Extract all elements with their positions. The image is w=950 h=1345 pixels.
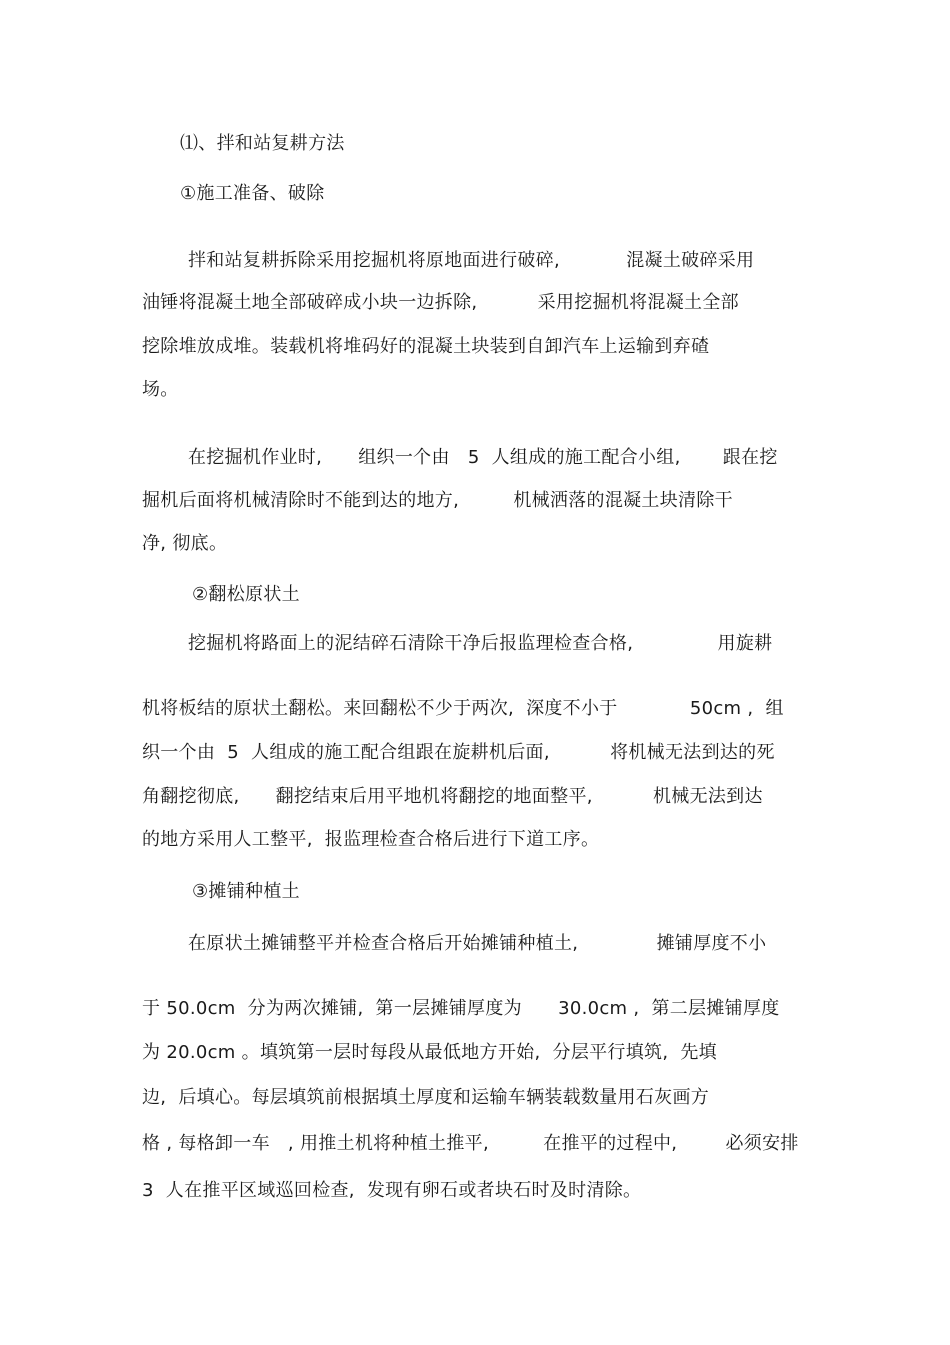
section3-heading: ③摊铺种植土 <box>192 881 300 902</box>
section2-para-line1: 挖掘机将路面上的泥结碎石清除干净后报监理检查合格, 用旋耕 <box>188 633 773 654</box>
section2-para-line4: 角翻挖彻底, 翻挖结束后用平地机将翻挖的地面整平, 机械无法到达 <box>142 786 763 807</box>
section1-para1-line4: 场。 <box>142 379 179 400</box>
section3-para-line5: 格 , 每格卸一车 , 用推土机将种植土推平, 在推平的过程中, 必须安排 <box>142 1133 799 1154</box>
section2-para-line2: 机将板结的原状土翻松。来回翻松不少于两次, 深度不小于 50cm , 组 <box>142 698 784 719</box>
section1-heading: ①施工准备、破除 <box>180 183 325 204</box>
section2-heading: ②翻松原状土 <box>192 584 300 605</box>
section1-para2-line2: 掘机后面将机械清除时不能到达的地方, 机械洒落的混凝土块清除干 <box>142 490 733 511</box>
section1-para2-line3: 净, 彻底。 <box>142 533 228 554</box>
section1-para1-line2: 油锤将混凝土地全部破碎成小块一边拆除, 采用挖掘机将混凝土全部 <box>142 292 739 313</box>
section3-para-line6: 3 人在推平区域巡回检查, 发现有卵石或者块石时及时清除。 <box>142 1180 642 1201</box>
section2-para-line5: 的地方采用人工整平, 报监理检查合格后进行下道工序。 <box>142 829 600 850</box>
section2-para-line3: 织一个由 5 人组成的施工配合组跟在旋耕机后面, 将机械无法到达的死 <box>142 742 775 763</box>
section3-para-line3: 为 20.0cm 。填筑第一层时每段从最低地方开始, 分层平行填筑, 先填 <box>142 1042 717 1063</box>
section1-para1-line3: 挖除堆放成堆。装载机将堆码好的混凝土块装到自卸汽车上运输到弃碴 <box>142 336 710 357</box>
section3-para-line4: 边, 后填心。每层填筑前根据填土厚度和运输车辆装载数量用石灰画方 <box>142 1087 710 1108</box>
main-heading: ⑴、拌和站复耕方法 <box>180 133 345 154</box>
section3-para-line1: 在原状土摊铺整平并检查合格后开始摊铺种植土, 摊铺厚度不小 <box>188 933 767 954</box>
section3-para-line2: 于 50.0cm 分为两次摊铺, 第一层摊铺厚度为 30.0cm , 第二层摊铺厚度 <box>142 998 780 1019</box>
section1-para1-line1: 拌和站复耕拆除采用挖掘机将原地面进行破碎, 混凝土破碎采用 <box>188 250 755 271</box>
section1-para2-line1: 在挖掘机作业时, 组织一个由 5 人组成的施工配合小组, 跟在挖 <box>188 447 778 468</box>
